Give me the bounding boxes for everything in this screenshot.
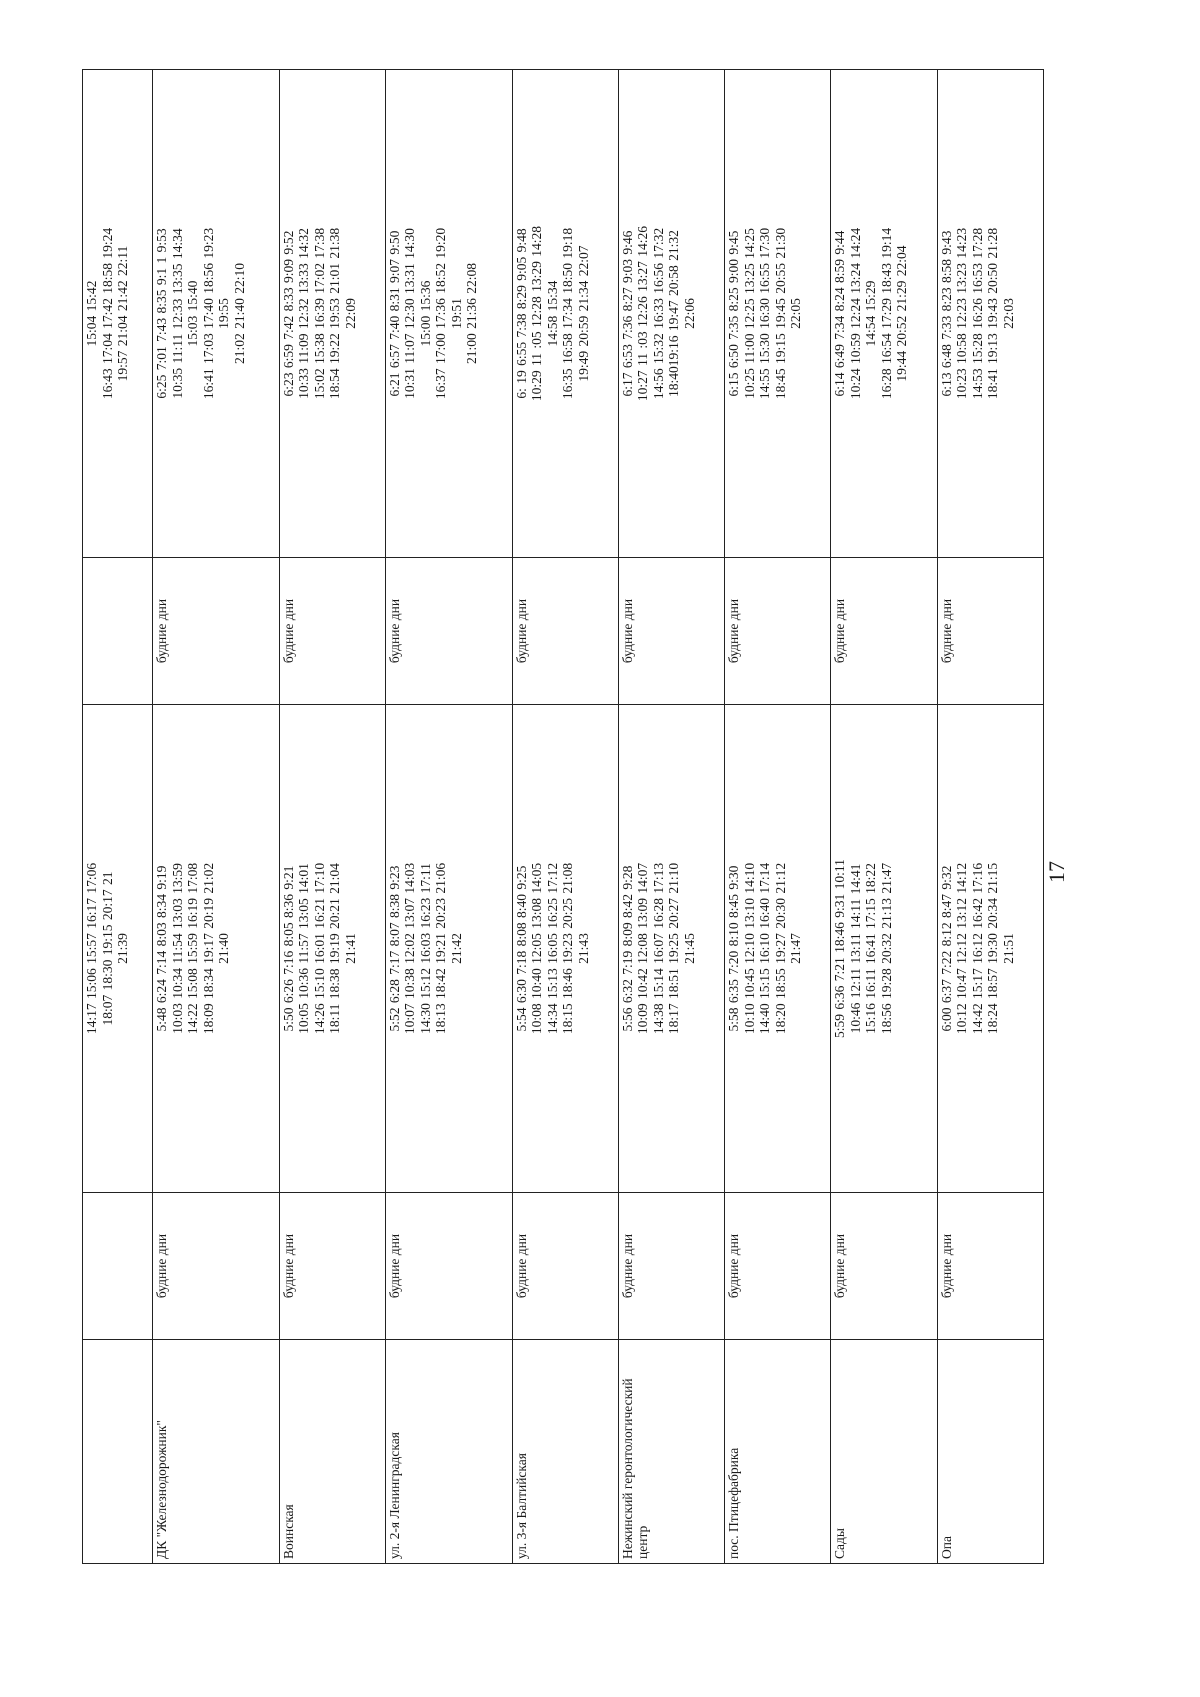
time-line: 18:11 18:38 19:19 20:21 21:04	[327, 863, 343, 1034]
time-line: 10:27 11 :03 12:26 13:27 14:26	[635, 225, 651, 402]
stop-name: Сады	[832, 1528, 848, 1559]
time-line: 19:51	[448, 298, 464, 329]
table-row	[512, 70, 618, 1564]
day-type-label: будние дни	[726, 1233, 742, 1299]
time-line: 6: 19 6:55 7:38 8:29 9:05 9:48	[513, 228, 529, 399]
stop-name: пос. Птицефабрика	[726, 1447, 742, 1559]
table-row	[937, 70, 1043, 1564]
day-type-label: будние дни	[619, 598, 635, 664]
stop-name: Воинская	[280, 1504, 296, 1559]
table-row	[831, 70, 937, 1564]
time-line: 18:24 18:57 19:30 20:34 21:15	[985, 862, 1001, 1035]
time-line: 18:20 18:55 19:27 20:30 21:12	[772, 862, 788, 1035]
time-line: 21:40	[216, 933, 231, 964]
time-line: 18:13 18:42 19:21 20:23 21:06	[433, 862, 449, 1035]
day-type-cell	[385, 558, 512, 705]
time-line: 15:16 16:11 16:41 17:15 18:22	[863, 863, 879, 1034]
day-type-cell	[512, 558, 618, 705]
time-line: 14:40 15:15 16:10 16:40 17:14	[757, 862, 773, 1035]
departure-times-cell	[83, 705, 153, 1193]
time-line: 18:54 19:22 19:53 21:01 21:38	[327, 227, 343, 400]
day-type-label: будние дни	[832, 1233, 848, 1299]
return-times-cell	[279, 70, 385, 558]
stop-name-cell	[831, 1340, 937, 1564]
time-line: 10:35 11:11 12:33 13:35 14:34	[169, 228, 185, 399]
time-line: 10:33 11:09 12:32 13:33 14:32	[296, 228, 312, 399]
day-type-cell	[618, 1193, 724, 1340]
time-line: 19:57 21:04 21:42 22:11	[115, 245, 130, 382]
time-line: 18:09 18:34 19:17 20:19 21:02	[200, 862, 216, 1035]
time-line: 14:54 15:29	[863, 280, 879, 347]
time-line: 15:00 15:36	[417, 280, 433, 347]
table-row	[725, 70, 831, 1564]
day-type-cell	[512, 1193, 618, 1340]
time-line: 22:09	[342, 298, 358, 329]
time-line: 14:58 15:34	[544, 280, 560, 347]
time-line: 21:51	[1000, 933, 1016, 964]
stop-name-cell	[618, 1340, 724, 1564]
time-line: 19:49 20:59 21:34 22:07	[575, 245, 591, 382]
day-type-cell	[83, 558, 153, 705]
day-type-cell	[937, 558, 1043, 705]
time-line: 10:23 10:58 12:23 13:23 14:23	[954, 227, 970, 400]
time-line: 16:37 17:00 17:36 18:52 19:20	[433, 227, 449, 400]
time-line: 18:45 19:15 19:45 20:55 21:30	[772, 227, 788, 400]
time-line: 14:26 15:10 16:01 16:21 17:10	[311, 862, 327, 1035]
day-type-label: будние дни	[280, 1233, 296, 1299]
day-type-cell	[153, 558, 280, 705]
time-line: 18:07 18:30 19:15 20:17 21	[99, 871, 115, 1026]
time-line: 10:07 10:38 12:02 13:07 14:03	[402, 862, 418, 1035]
stop-name-cell	[512, 1340, 618, 1564]
time-line: 10:29 11 :05 12:28 13:29 14:28	[529, 225, 545, 402]
time-line: 16:28 16:54 17:29 18:43 19:14	[878, 227, 894, 400]
day-type-label: будние дни	[154, 598, 169, 664]
stop-name: ул. 2-я Ленинградская	[386, 1432, 402, 1559]
return-times-cell	[937, 70, 1043, 558]
departure-times-cell	[831, 705, 937, 1193]
time-line: 14:34 15:13 16:05 16:25 17:12	[544, 862, 560, 1035]
day-type-cell	[937, 1193, 1043, 1340]
time-line: 14:53 15:28 16:26 16:53 17:28	[969, 227, 985, 400]
time-line: 14:42 15:17 16:12 16:42 17:16	[969, 862, 985, 1035]
day-type-label: будние дни	[726, 598, 742, 664]
stop-name-cell	[153, 1340, 280, 1564]
time-line: 18:4019:16 19:47 20:58 21:32	[666, 230, 682, 397]
time-line: 10:03 10:34 11:54 13:03 13:59	[169, 863, 185, 1034]
time-line: 15:04 15:42	[84, 280, 99, 347]
departure-times-cell	[512, 705, 618, 1193]
time-line: 18:41 19:13 19:43 20:50 21:28	[985, 227, 1001, 400]
time-line: 10:09 10:42 12:08 13:09 14:07	[635, 862, 651, 1035]
stop-name-cell	[385, 1340, 512, 1564]
time-line: 10:46 12:11 13:11 14:11 14:41	[847, 863, 863, 1034]
time-line: 21:41	[342, 933, 358, 964]
day-type-cell	[618, 558, 724, 705]
time-line: 10:08 10:40 12:05 13:08 14:05	[529, 862, 545, 1035]
table-row	[153, 70, 280, 1564]
time-line: 18:17 18:51 19:25 20:27 21:10	[666, 862, 682, 1035]
time-line: 6:23 6:59 7:42 8:33 9:09 9:52	[280, 230, 296, 397]
time-line: 10:25 11:00 12:25 13:25 14:25	[741, 228, 757, 399]
time-line: 5:52 6:28 7:17 8:07 8:38 9:23	[386, 865, 402, 1032]
table-row	[279, 70, 385, 1564]
day-type-label: будние дни	[386, 1233, 402, 1299]
time-line: 5:54 6:30 7:18 8:08 8:40 9:25	[513, 865, 529, 1032]
time-line: 6:25 7:01 7:43 8:35 9:1 1 9:53	[154, 228, 169, 399]
stop-name-cell	[937, 1340, 1043, 1564]
stop-name: ул. 3-я Балтийская	[513, 1453, 529, 1559]
schedule-table	[82, 69, 1044, 1564]
time-line: 18:56 19:28 20:32 21:13 21:47	[878, 862, 894, 1035]
time-line: 6:14 6:49 7:34 8:24 8:59 9:44	[832, 230, 848, 397]
time-line: 5:50 6:26 7:16 8:05 8:36 9:21	[280, 865, 296, 1032]
time-line: 10:05 10:36 11:57 13:05 14:01	[296, 863, 312, 1034]
day-type-cell	[279, 1193, 385, 1340]
day-type-cell	[385, 1193, 512, 1340]
return-times-cell	[83, 70, 153, 558]
time-line: 21:42	[448, 933, 464, 964]
day-type-cell	[725, 1193, 831, 1340]
return-times-cell	[385, 70, 512, 558]
day-type-label: будние дни	[513, 1233, 529, 1299]
time-line: 14:30 15:12 16:03 16:23 17:11	[417, 863, 433, 1034]
departure-times-cell	[279, 705, 385, 1193]
time-line: 5:59 6:36 7:21 18:46 9:31 10:11	[832, 859, 848, 1038]
time-line: 16:35 16:58 17:34 18:50 19:18	[560, 227, 576, 400]
time-line: 14:22 15:08 15:59 16:19 17:08	[185, 862, 200, 1035]
page-number: 17	[1044, 861, 1069, 883]
time-line: 16:41 17:03 17:40 18:56 19:23	[200, 227, 216, 400]
day-type-cell	[725, 558, 831, 705]
time-line: 21:39	[115, 933, 130, 964]
return-times-cell	[831, 70, 937, 558]
day-type-label: будние дни	[280, 598, 296, 664]
stop-name-cell	[725, 1340, 831, 1564]
time-line: 14:38 15:14 16:07 16:28 17:13	[650, 862, 666, 1035]
time-line: 22:05	[788, 298, 804, 329]
time-line: 10:24 10:59 12:24 13:24 14:24	[847, 227, 863, 400]
stop-name-cell	[83, 1340, 153, 1564]
day-type-cell	[831, 558, 937, 705]
time-line: 6:00 6:37 7:22 8:12 8:47 9:32	[938, 865, 954, 1032]
time-line: 16:43 17:04 17:42 18:58 19:24	[99, 227, 115, 400]
time-line: 5:58 6:35 7:20 8:10 8:45 9:30	[726, 865, 742, 1032]
stop-name-cell	[279, 1340, 385, 1564]
stop-name: ДК "Железнодорожник"	[154, 1420, 169, 1559]
time-line: 21:00 21:36 22:08	[464, 263, 480, 365]
time-line: 5:56 6:32 7:19 8:09 8:42 9:28	[619, 865, 635, 1032]
time-line: 18:15 18:46 19:23 20:25 21:08	[560, 862, 576, 1035]
time-line: 19:55	[216, 298, 231, 329]
day-type-label: будние дни	[386, 598, 402, 664]
departure-times-cell	[937, 705, 1043, 1193]
time-line: 15:02 15:38 16:39 17:02 17:38	[311, 227, 327, 400]
time-line: 19:44 20:52 21:29 22:04	[894, 245, 910, 382]
day-type-cell	[153, 1193, 280, 1340]
time-line: 6:15 6:50 7:35 8:25 9:00 9:45	[726, 230, 742, 397]
return-times-cell	[512, 70, 618, 558]
return-times-cell	[618, 70, 724, 558]
day-type-label: будние дни	[619, 1233, 635, 1299]
day-type-cell	[279, 558, 385, 705]
departure-times-cell	[153, 705, 280, 1193]
time-line: 10:31 11:07 12:30 13:31 14:30	[402, 228, 418, 399]
return-times-cell	[153, 70, 280, 558]
day-type-label: будние дни	[938, 1233, 954, 1299]
time-line: 14:56 15:32 16:33 16:56 17:32	[650, 227, 666, 400]
time-line: 22:03	[1000, 298, 1016, 329]
stop-name: Нежинский геронтологический центр	[619, 1378, 651, 1559]
table-row	[83, 70, 153, 1564]
time-line: 14:55 15:30 16:30 16:55 17:30	[757, 227, 773, 400]
time-line: 21:47	[788, 933, 804, 964]
day-type-cell	[83, 1193, 153, 1340]
day-type-cell	[831, 1193, 937, 1340]
time-line: 6:21 6:57 7:40 8:31 9:07 9:50	[386, 230, 402, 397]
time-line: 21:02 21:40 22:10	[231, 263, 247, 365]
time-line: 21:45	[681, 933, 697, 964]
return-times-cell	[725, 70, 831, 558]
time-line: 10:12 10:47 12:12 13:12 14:12	[954, 862, 970, 1035]
time-line: 10:10 10:45 12:10 13:10 14:10	[741, 862, 757, 1035]
day-type-label: будние дни	[832, 598, 848, 664]
time-line: 5:48 6:24 7:14 8:03 8:34 9:19	[154, 865, 169, 1032]
day-type-label: будние дни	[513, 598, 529, 664]
time-line: 6:13 6:48 7:33 8:23 8:58 9:43	[938, 230, 954, 397]
departure-times-cell	[725, 705, 831, 1193]
departure-times-cell	[385, 705, 512, 1193]
schedule-body	[83, 70, 1044, 1564]
table-row	[385, 70, 512, 1564]
time-line: 22:06	[681, 298, 697, 329]
day-type-label: будние дни	[938, 598, 954, 664]
time-line: 15:03 15:40	[185, 280, 200, 347]
day-type-label: будние дни	[154, 1233, 169, 1299]
time-line: 6:17 6:53 7:36 8:27 9:03 9:46	[619, 230, 635, 397]
stop-name: Опа	[938, 1536, 954, 1559]
table-row	[618, 70, 724, 1564]
time-line: 14:17 15:06 15:57 16:17 17:06	[84, 862, 99, 1035]
time-line: 21:43	[575, 933, 591, 964]
departure-times-cell	[618, 705, 724, 1193]
